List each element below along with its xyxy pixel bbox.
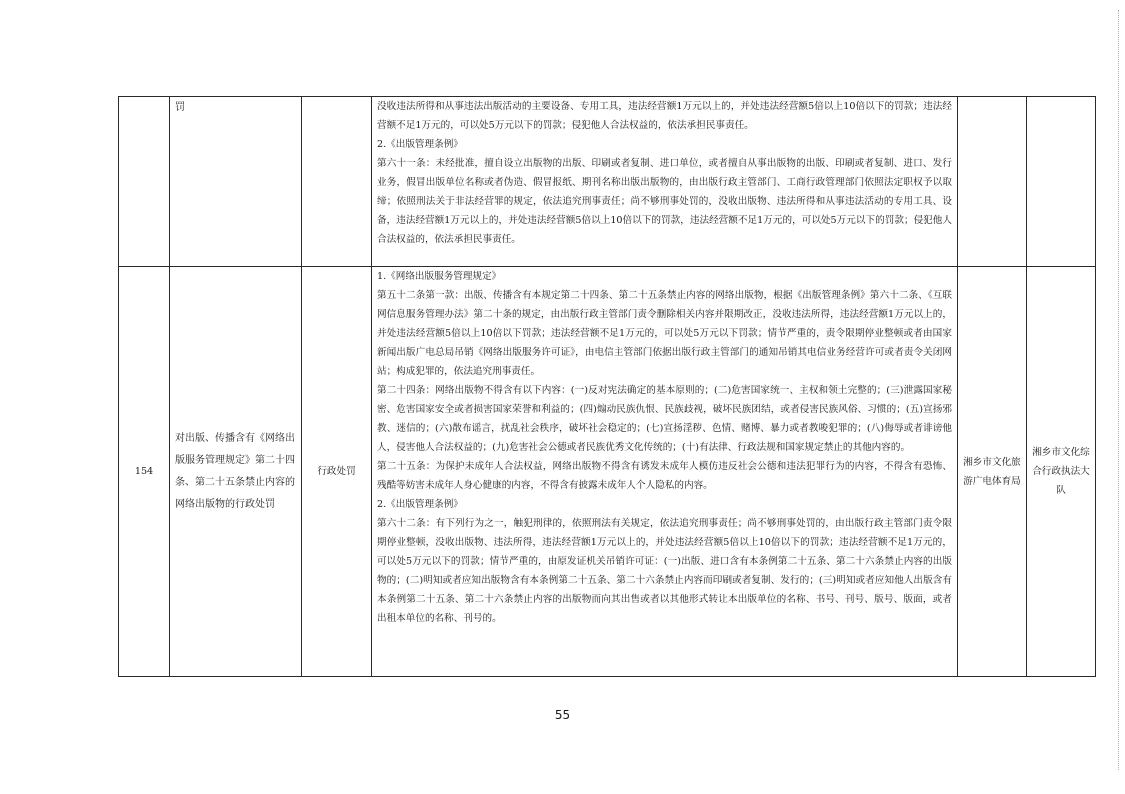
item-cell [170, 97, 302, 267]
type-cell [302, 97, 372, 267]
basis-paragraph: 2.《出版管理条例》 [377, 499, 463, 510]
basis-cell [372, 97, 958, 267]
item-cell [170, 267, 302, 677]
penalty-table [118, 96, 1096, 677]
basis-paragraph: 2.《出版管理条例》 [377, 139, 463, 150]
dept-cell [958, 97, 1027, 267]
item-name: 罚 [175, 102, 185, 113]
basis-cell [372, 267, 958, 677]
basis-paragraph: 没收违法所得和从事违法出版活动的主要设备、专用工具，违法经营额1万元以上的，并处违法经营额5倍以上10倍以下的罚款；违法经营额不足1万元的，可以处5万元以下的罚款；侵犯他人合法权益的，依法承担民事责任。 [377, 101, 952, 131]
basis-paragraph: 第六十一条：未经批准，擅自设立出版物的出版、印刷或者复制、进口单位，或者擅自从事出版物的出版、印刷或者复制、进口、发行业务，假冒出版单位名称或者伪造、假冒报纸、期刊名称出版出版物的，由出版行政主管部门、工商行政管理部门依照法定职权予以取缔；依照刑法关于非法经营罪的规定，依法追究刑事责任；尚不够刑事处罚的，没收出版物、违法所得和从事违法活动的专用工具、设备，违法经营额1万元以上的，并处违法经营额5倍以上10倍以下的罚款，违法经营额不足1万元的，可以处5万元以下的罚款；侵犯他人合法权益的，依法承担民事责任。 [377, 158, 952, 245]
basis-paragraph: 第六十二条：有下列行为之一，触犯刑律的，依照刑法有关规定，依法追究刑事责任；尚不够刑事处罚的，由出版行政主管部门责令限期停业整顿，没收出版物、违法所得，违法经营额1万元以上的，并处违法经营额5倍以上10倍以下的罚款；违法经营额不足1万元的，可以处5万元以下的罚款；情节严重的，由原发证机关吊销许可证：(一)出版、进口含有本条例第二十五条、第二十六条禁止内容的出版物的；(二)明知或者应知出版物含有本条例第二十五条、第二十六条禁止内容而印刷或者复制、发行的；(三)明知或者应知他人出版含有本条例第二十五条、第二十六条禁止内容的出版物而向其出售或者以其他形式转让本出版单位的名称、书号、刊号、版号、版面，或者出租本单位的名称、刊号的。 [377, 518, 952, 624]
page-number: 55 [554, 708, 571, 722]
row-number-cell: 154 [119, 267, 170, 677]
basis-paragraph: 第二十四条：网络出版物不得含有以下内容：(一)反对宪法确定的基本原则的；(二)危害国家统一、主权和领土完整的；(三)泄露国家秘密、危害国家安全或者损害国家荣誉和利益的；(四)煽动民族仇恨、民族歧视，破坏民族团结，或者侵害民族风俗、习惯的；(五)宣扬邪教、迷信的；(六)散布谣言，扰乱社会秩序，破坏社会稳定的；(七)宣扬淫秽、色情、赌博、暴力或者教唆犯罪的；(八)侮辱或者诽谤他人，侵害他人合法权益的；(九)危害社会公德或者民族优秀文化传统的；(十)有法律、行政法规和国家规定禁止的其他内容的。 [377, 385, 952, 453]
scan-edge-mark [1112, 10, 1119, 770]
enforcement-cell: 湘乡市文化综合行政执法大队 [1027, 267, 1096, 677]
type-cell: 行政处罚 [302, 267, 372, 677]
basis-paragraph: 第二十五条：为保护未成年人合法权益，网络出版物不得含有诱发未成年人模仿违反社会公德和违法犯罪行为的内容，不得含有恐怖、残酷等妨害未成年人身心健康的内容，不得含有披露未成年人个人隐私的内容。 [377, 461, 952, 491]
row-number-cell [119, 97, 170, 267]
dept-cell: 湘乡市文化旅游广电体育局 [958, 267, 1027, 677]
table-row [119, 97, 1096, 267]
basis-paragraph: 1.《网络出版服务管理规定》 [377, 271, 502, 282]
item-name: 对出版、传播含有《网络出版服务管理规定》第二十四条、第二十五条禁止内容的网络出版物的行政处罚 [175, 432, 295, 510]
basis-paragraph: 第五十二条第一款：出版、传播含有本规定第二十四条、第二十五条禁止内容的网络出版物，根据《出版管理条例》第六十二条、《互联网信息服务管理办法》第二十条的规定，由出版行政主管部门责令删除相关内容并限期改正，没收违法所得，违法经营额1万元以上的，并处违法经营额5倍以上10倍以下罚款；违法经营额不足1万元的，可以处5万元以下罚款；情节严重的，责令限期停业整顿或者由国家新闻出版广电总局吊销《网络出版服务许可证》，由电信主管部门依据出版行政主管部门的通知吊销其电信业务经营许可或者责令关闭网站；构成犯罪的，依法追究刑事责任。 [377, 290, 952, 377]
enforcement-cell [1027, 97, 1096, 267]
table-row [119, 267, 1096, 677]
